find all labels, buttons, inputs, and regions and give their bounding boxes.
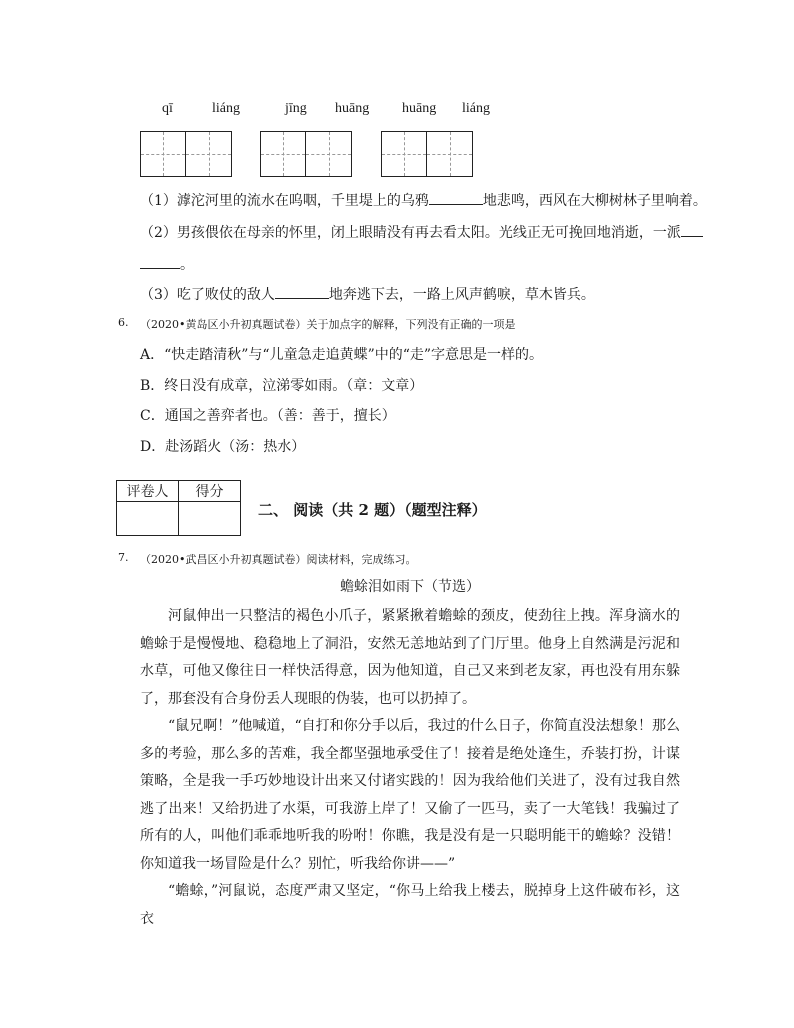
question-7-stem: （2020•武昌区小升初真题试卷）阅读材料，完成练习。	[140, 553, 417, 566]
reviewer-label: 评卷人	[117, 481, 179, 502]
question-6-option-d[interactable]: D．赴汤蹈火（汤：热水）	[140, 439, 306, 455]
passage-paragraph: “鼠兄啊！”他喊道，“自打和你分手以后，我过的什么日子，你简直没法想象！那么多的考验，那么多的苦难，我全都坚强地承受住了！接着是绝处逢生，乔装打扮，计谋策略，全是我一手巧妙地设计出来又付诸实践的！因为我给他们关进了，没有过我自然逃了出来！又给扔进了水渠，可我游上岸了！又偷了一匹马，卖了一大笔钱！我骗过了所有的人，叫他们乖乖地听我的吩咐！你瞧，我是没有是一只聪明能干的蟾蜍？没错！你知道我一场冒险是什么？别忙，听我给你讲——”	[140, 718, 680, 872]
pinyin-huang-2: huāng	[402, 101, 437, 116]
score-cell[interactable]	[179, 502, 241, 536]
writing-grid-1[interactable]	[140, 131, 232, 177]
question-6-option-c[interactable]: C．通国之善弈者也。（善：善于，擅长）	[140, 408, 396, 424]
fill-sentence-2: （2）男孩偎依在母亲的怀里，闭上眼睛没有再去看太阳。光线正无可挽回地消逝，一派	[140, 222, 703, 242]
fill-sentence-1: （1）滹沱河里的流水在呜咽，千里堤上的乌鸦 地悲鸣，西风在大柳树林子里响着。	[140, 190, 707, 210]
passage-paragraph: “蟾蜍，”河鼠说，态度严肃又坚定，“你马上给我上楼去，脱掉身上这件破布衫，这衣	[140, 883, 680, 927]
fill-sentence-3: （3）吃了败仗的敌人 地奔逃下去，一路上风声鹤唳，草木皆兵。	[140, 284, 595, 304]
answer-blank[interactable]	[275, 284, 329, 299]
score-box	[116, 480, 241, 536]
pinyin-liang-2: liáng	[462, 101, 490, 116]
writing-grid-2[interactable]	[260, 131, 352, 177]
question-6-number: 6.	[118, 316, 129, 329]
fill-sentence-2-cont: 。	[140, 254, 194, 274]
grid-cell[interactable]	[141, 132, 186, 176]
grid-cell[interactable]	[306, 132, 351, 176]
grid-cell[interactable]	[427, 132, 472, 176]
passage-body	[140, 603, 680, 933]
reviewer-cell[interactable]	[117, 502, 179, 536]
score-label: 得分	[179, 481, 241, 502]
question-6-option-b[interactable]: B．终日没有成章，泣涕零如雨。（章：文章）	[140, 378, 424, 394]
passage-paragraph: 河鼠伸出一只整洁的褐色小爪子，紧紧揪着蟾蜍的颈皮，使劲往上拽。浑身滴水的蟾蜍于是慢慢地、稳稳地上了洞沿，安然无恙地站到了门厅里。他身上自然满是污泥和水草，可他又像往日一样快活得意，因为他知道，自己又来到老友家，再也没有用东躲了，那套没有合身份丢人现眼的伪装，也可以扔掉了。	[140, 608, 680, 707]
writing-grid-3[interactable]	[381, 131, 473, 177]
grid-cell[interactable]	[186, 132, 231, 176]
pinyin-liang: liáng	[212, 101, 240, 116]
pinyin-qi: qī	[162, 101, 173, 116]
section-2-heading: 二、 阅读（共 2 题）（题型注释）	[258, 501, 487, 519]
question-7-number: 7.	[118, 551, 129, 564]
grid-cell[interactable]	[261, 132, 306, 176]
pinyin-huang: huāng	[335, 101, 370, 116]
passage-title: 蟾蜍泪如雨下（节选）	[340, 579, 480, 595]
question-6-option-a[interactable]: A．“快走踏清秋”与“儿童急走追黄蝶”中的“走”字意思是一样的。	[140, 347, 544, 363]
question-6-stem: （2020•黄岛区小升初真题试卷）关于加点字的解释，下列没有正确的一项是	[140, 318, 516, 331]
answer-blank[interactable]	[429, 190, 483, 205]
pinyin-jing: jīng	[285, 101, 307, 116]
answer-blank[interactable]	[681, 222, 703, 237]
answer-blank[interactable]	[140, 254, 180, 269]
grid-cell[interactable]	[382, 132, 427, 176]
